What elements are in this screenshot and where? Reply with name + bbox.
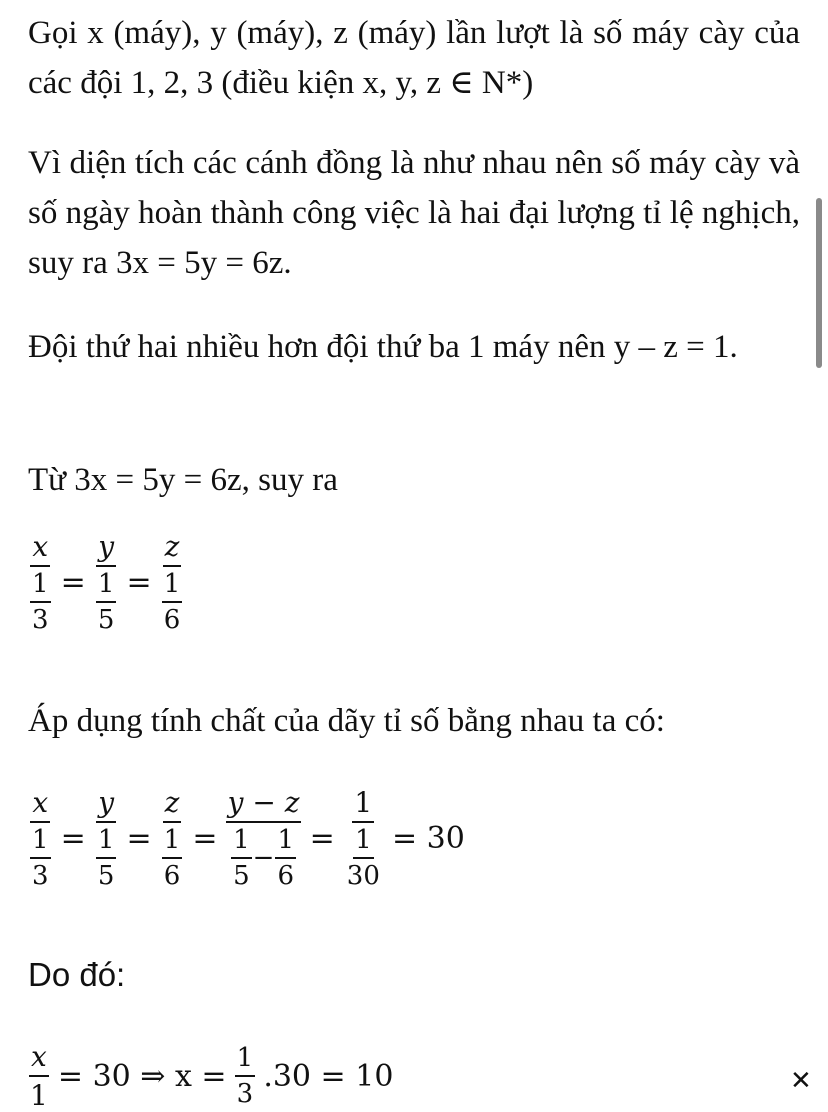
fraction-z-over-sixth [160,530,185,635]
numerator-one: 1 [354,786,373,819]
numerator-one: 1 [231,825,252,859]
vertical-scrollbar[interactable] [816,198,822,368]
numerator-x: x [32,786,49,819]
fraction-one-sixth [162,569,183,635]
fraction-y-over-fifth [94,530,119,635]
denominator-three: 3 [236,1079,254,1109]
numerator-y-minus-z: y − z [227,786,300,819]
numerator-one: 1 [353,825,374,859]
equation-equal-ratios [28,786,468,891]
paragraph-variables: Gọi x (máy), y (máy), z (máy) lần lượt là số máy cày của các đội 1, 2, 3 (điều kiện x, y, z ∈ N*) [28,15,800,101]
paragraph-apply-property: Áp dụng tính chất của dãy tỉ số bằng nhau ta có: [28,703,665,739]
numerator-one: 1 [30,569,51,603]
fraction-one-thirtieth [345,825,382,891]
fraction-one-over-thirtieth [343,786,384,891]
fraction-one-third [30,825,51,891]
result-thirty: = 30 [391,821,465,856]
numerator-one: 1 [162,569,183,603]
fraction-difference [226,786,302,891]
denominator-three: 3 [32,605,49,635]
equals-sign: = [126,565,152,600]
denominator-six: 6 [277,861,294,891]
numerator-x: x [32,530,49,563]
fraction-one-fifth [96,569,117,635]
equation-solve-x [28,1040,396,1112]
numerator-one: 1 [162,825,183,859]
paragraph-inverse-proportion: Vì diện tích các cánh đồng là như nhau nên số máy cày và số ngày hoàn thành công việc là hai đại lượng tỉ lệ nghịch, suy ra 3x = 5y = 6z. [28,145,800,281]
numerator-x: x [31,1040,47,1073]
denominator-three: 3 [32,861,49,891]
denominator-one: 1 [30,1079,48,1112]
fraction-x-over-third [28,530,53,635]
numerator-one: 1 [30,825,51,859]
fraction-one-sixth [162,825,183,891]
equals-sign: = [309,821,335,856]
numerator-one: 1 [96,569,117,603]
equation-ratios [28,530,184,635]
fraction-y-over-fifth [94,786,119,891]
numerator-y: y [98,530,115,563]
denominator-thirty: 30 [346,861,380,891]
fraction-one-third [235,1043,256,1109]
fraction-one-fifth [231,825,252,891]
numerator-z: z [164,530,180,563]
denominator-six: 6 [163,605,181,635]
numerator-z: z [164,786,180,819]
denominator-five: 5 [97,605,115,635]
denominator-five: 5 [233,861,250,891]
fraction-x-over-one [28,1040,50,1112]
fraction-one-third [30,569,51,635]
paragraph-from: Từ 3x = 5y = 6z, suy ra [28,462,338,498]
close-icon[interactable]: ✕ [790,1066,812,1096]
numerator-one: 1 [275,825,296,859]
numerator-one: 1 [235,1043,256,1077]
fraction-x-over-third [28,786,53,891]
result-ten: .30 = 10 [263,1058,394,1094]
paragraph-difference: Đội thứ hai nhiều hơn đội thứ ba 1 máy nên y – z = 1. [28,329,738,365]
fraction-one-sixth [275,825,296,891]
minus-sign: − [252,843,275,873]
denominator-six: 6 [163,861,181,891]
fraction-one-fifth [96,825,117,891]
implies-expression: = 30 ⇒ x = [57,1058,227,1094]
numerator-one: 1 [96,825,117,859]
equals-sign: = [60,565,86,600]
equals-sign: = [126,821,152,856]
equals-sign: = [192,821,218,856]
equals-sign: = [60,821,86,856]
denominator-five: 5 [97,861,115,891]
paragraph-therefore: Do đó: [28,956,126,993]
numerator-y: y [98,786,115,819]
fraction-z-over-sixth [160,786,185,891]
